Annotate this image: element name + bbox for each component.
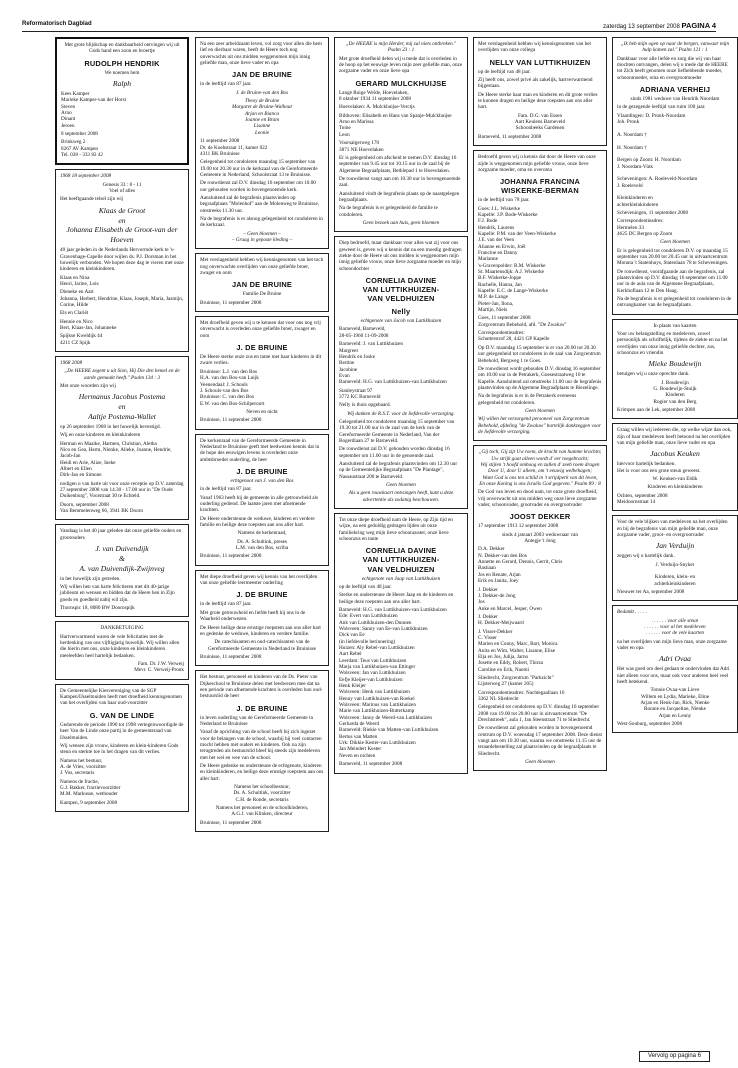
announcement-text: Geen bloemen xyxy=(525,407,555,414)
announcement-text: De God van leven en dood nam, tot onze grote droefheid, vrij onverwacht uit ons midden weg onze lieve zorgzame vader, schoonvader, grootvader en overgrootvader xyxy=(478,489,598,509)
announcement-c2 xyxy=(334,236,468,509)
announcement-text: J. de Bruine-van den Bos xyxy=(235,89,289,96)
announcement-text: Kampen, 9 september 2008 xyxy=(60,799,118,806)
announcement-e3 xyxy=(612,423,738,511)
announcement-text: Vandaag is het 40 jaar geleden dat onze geliefde ouders en grootouders xyxy=(60,528,182,541)
announcement-text: Wij en onze kinderen en kleinkinderen xyxy=(60,432,141,439)
announcement-text: nodigen u van harte uit voor onze receptie op D.V. zaterdag 27 september 2008 van 14.30 - 17.00 uur in "De Oude Duikenburg", Voorstraat 30 te Echteld. xyxy=(60,480,184,500)
announcement-text: op 26 september 1968 in het huwelijk bevestigd. xyxy=(60,423,161,430)
announcement-text: Familie De Bruine xyxy=(242,291,282,298)
announcement-text: Vlaardingen: D. Pronk-Noordam Joh. Pronk A. Noordam † H. Noordam † Bergen op Zoom: H. Noordam J. Noordam-Vink Scheveningen: A. Roeleveld-Noordam J. Roeleveld Kleinkinderen en achterkleinkinderen xyxy=(617,112,698,208)
announcement-text: Namens het personeel en de schoolkinderen, A.G.J. van Klinken, directeur xyxy=(215,805,309,818)
announcement-text: Wij wensen zijn vrouw, kinderen en klein-kinderen Gods steun en sterkte toe in het dragen van dit verlies. xyxy=(60,742,179,756)
announcement-text: Kees Kamper Marieke Kamper-van der Horst Steven Arno Dinant Jeroen xyxy=(61,90,127,129)
announcement-text: Met grote getrouwheid en liefde heeft hij ons in de Waarheid onderwezen. xyxy=(200,609,306,623)
column-5 xyxy=(612,37,738,1054)
person-name: Jacobus Keuken xyxy=(650,449,700,459)
continue-notice[interactable]: Vervolg op pagina 6 xyxy=(639,1051,710,1062)
announcement-text: Met grote blijdschap en dankbaarheid ontvingen wij uit Gods hand een zoon en broertje xyxy=(64,42,180,55)
announcement-text: in de leeftijd van 78 jaar. xyxy=(478,197,530,204)
deceased-name: JAN DE BRUINE xyxy=(231,280,293,290)
announcement-text: DANKBETUIGING xyxy=(100,625,144,632)
announcement-text: Bruinisse, 11 september 2008 xyxy=(200,819,262,826)
announcement-text: Geen bezoek aan huis, geen bloemen xyxy=(362,219,440,226)
announcement-text: In plaats van kaarten xyxy=(653,322,697,329)
deceased-name: Nelly xyxy=(391,307,411,317)
announcement-text: De rouwdienst zal D.V. dinsdag 16 september om 10.00 uur gehouden worden in bovengenoemde kerk. xyxy=(200,180,316,193)
announcement-text: 11 september 2008 Dr. de Koehstraat 11, kamer 022 4311 BK Bruinisse xyxy=(200,138,268,157)
announcement-text: Als u geen rouwkaart ontvangen heeft, kunt u deze advertentie als zodanig beschouwen. xyxy=(348,490,454,503)
announcement-a2 xyxy=(55,169,189,352)
announcement-text: Na een zeer arbeidzaam leven, vol zorg voor allen die hem lief en dierbaar waren, heeft de Heere toch nog onverwachts uit ons midden weggenomen mijn innig geliefde man, onze lieve vader en opa xyxy=(200,41,322,67)
announcement-e4 xyxy=(612,515,738,601)
announcement-text: Voor de vele blijken van medeleven na het overlijden en bij de begrafenis van mijn geliefde man, onze zorgzame vader, groot- en overgrootvader xyxy=(617,519,728,539)
announcement-text: Krimpen aan de Lek, september 2008 xyxy=(617,407,696,414)
announcement-a3 xyxy=(55,356,189,520)
announcement-text: Bruinisse, 11 september 2008 xyxy=(200,299,262,306)
announcement-text: Klaas en Nina Henri, Jarine, Lois xyxy=(60,274,99,287)
announcement-e2 xyxy=(612,319,738,420)
announcement-d2 xyxy=(473,150,607,441)
announcement-text: echtgenote van Jaap van Luttikhuizen xyxy=(361,575,441,582)
announcement-text: De Heere sterke haar man en kinderen en dit grote verlies te kunnen dragen en heilige deze roepsten aan ons aller hart. xyxy=(478,91,598,111)
announcement-text: in de gezegende leeftijd van ruim 100 jaar. xyxy=(617,104,706,111)
announcement-text: Gedurende de periode 1990 tot 1998 vertegenwoordigde de heer Van de Linde onze partij in de gemeenteraad van IJsselmuiden. xyxy=(60,721,184,741)
column-2 xyxy=(195,37,329,1054)
announcement-text: Goes, 11 september 2008 Zorgcentrum Bebehold, afd. "De Zwaluw" xyxy=(478,315,567,328)
announcement-text: Gelegenheid tot condoleren maandag 15 september van 19.30 tot 21.00 uur in de zaal van de kerk van de Gereformeerde Gemeente in Nederland, Van der Bogerdlaan 27 te Barneveld. xyxy=(339,418,455,444)
announcement-b2 xyxy=(195,253,329,312)
page-number: 4 xyxy=(711,21,716,30)
announcement-text: Na de begrafenis is er gelegenheid tot condoleren in de ontvangkamer van de begraafplaats. xyxy=(617,296,732,309)
announcement-text: „Gij toch, Gij zijt Uw roem, de kracht van humme krachtn; Uw strijk gaat alleen wordt d' eer toegebracht; Wij stijlen 't hoofd omhoog en zullen d' zeeh roem dragen Door U, door U alleen, om 't eeuwig welbehagen; Want God is ons ten schild in 't strijdperk van dit leven, En onze Koning is ons Israëls God gegeven." Psalm 89 : 8 xyxy=(478,449,602,487)
announcement-text: Bilthoven: Elisabeth en Hans van Spanje-Mulckhuijse Arno en Marissa Toine Leon xyxy=(339,112,452,138)
column-1 xyxy=(55,37,189,1054)
announcement-text: Dieneke en Aart Johanna, Herbert, Hendrine, Klaas, Joseph, Maria, Jasmijn, Corine, Hilde xyxy=(60,289,184,308)
announcement-text: Els en Clariët xyxy=(60,310,89,317)
deceased-name: CORNELIA DAVINE VAN LUTTIKHUIZEN- VAN VELDHUIZEN xyxy=(362,276,440,304)
announcement-text: Lange Ruige Weide, Hoevelaken, 8 oktober 1934 11 september 2008 xyxy=(339,89,411,103)
announcement-text: J. Visser-Dekker C. Visser Marien en Conny, Marc, Bart, Monica Anita en Wim, Walter, Lisanne, Elise Elja en Jos, Julija, Jarno Josette en Eddy, Robert, Thirza Caroline en Erik, Naomi xyxy=(478,628,558,673)
announcement-text: Namens het bestuur, A. de Vries, voorzitter J. Vos, secretaris xyxy=(60,757,107,777)
announcement-text: „De HEERE is mijn Herder, mij zal niets ontbreken." Psalm 23 : 1 xyxy=(345,41,457,54)
announcement-text: J. Dekker J. Dekker-de Jong Jos Anke en Marcel, Jesper, Owen xyxy=(478,586,542,612)
announcement-text: Thornspic 18, 8080 BW Doornspijk xyxy=(60,605,135,612)
announcement-text: hiervoor hartelijk bedanken. Het is voor ons een grote steun geweest. xyxy=(617,461,701,474)
announcement-text: Aansluitend vindt de begrafenis plaats op de naastgelegen begraafplaats. xyxy=(339,190,460,203)
announcement-text: D.A. Dekker N. Dekker-van den Bos Annette en Gerard, Dennis, Gerrit, Chris Bastiaan Jos en Renate, Arjan Erik en Janita, Joey xyxy=(478,546,563,585)
person-name: Klaas de Groot en Johanna Elisabeth de Groot-van der Hoeven xyxy=(66,205,178,245)
announcement-text: Met verslagenheid hebben wij kennisgenomen van het toch nog onverwachte overlijden van onze geliefde broer, zwager en oom xyxy=(200,257,324,276)
announcement-text: Wij danken de R.S.T. voor de liefdevolle verzorging. xyxy=(347,410,455,417)
announcement-text: Namens de fractie, G.J. Bakker, fractievoorzitter M.M. Markusse, wethouder xyxy=(60,778,121,798)
announcement-text: Op D.V. maandag 15 september is er van 20.00 tot 20.30 uur gelegenheid tot condoleren in de zaal van Zorgcentrum Bebehold, Bergweg 1 te Goes. xyxy=(478,344,601,364)
page-date: zaterdag 13 september 2008 xyxy=(603,24,680,30)
announcement-text: De Heere gedenke en ondersteune de echtgenote, kinderen en kleinkinderen, en heilige deze ernstige roepstem aan ons aller hart. xyxy=(200,763,324,782)
announcement-text: J. Verduijn-Snyker Kinderen, klein- en achterkleinkinderen xyxy=(654,561,696,587)
announcement-text: De kerkenraad van de Gereformeerde Gemeente in Nederland te Bruinisse geeft met leedwezen kennis dat in de hope des eeuwigen levens is overleden onze ambtsbroeder ouderling, de heer xyxy=(200,437,320,463)
deceased-name: ADRIANA VERHEIJ xyxy=(639,85,711,95)
announcement-text: Er is gelegenheid om afscheid te nemen D.V. dinsdag 16 september van 9.45 uur tot 10.15 uur in de zaal bij de Algemene Begraafplaats, Bethlepad 1 te Hoevelaken. xyxy=(339,154,457,174)
announcement-text: Theoy de Bruine Margaret de Bruine-Walhout Arjan en Bianca Joanne en Bram Lisanne Leonie xyxy=(232,98,292,136)
announcement-text: Barneveld, 11 september 2008 xyxy=(339,761,403,768)
announcement-text: Aansluitend zal de begrafenis plaatsvinden om 12.30 uur op de Gemeentelijke Begraafplaats "De Plantage", Nassaustraat 200 te Barneveld. xyxy=(339,461,458,480)
announcement-text: Nieuwer ter Aa, september 2008 xyxy=(617,588,685,595)
deceased-name: J. DE BRUINE xyxy=(236,343,288,353)
announcement-text: 8 september 2008 xyxy=(61,130,98,137)
announcement-text: Dankbaar voor alle liefde en zorg die wij van haar mochten ontvangen, delen wij u mede dat de HEERE tot Zich heeft genomen onze liefhebbende moeder, schoonmoeder, oma en overgrootmoeder xyxy=(617,55,728,81)
announcement-c1 xyxy=(334,37,468,232)
announcement-text: zeggen wij u hartelijk dank. xyxy=(617,553,675,560)
announcement-text: Vanaf de oprichting van de school heeft hij zich ingezet voor de belangen van de school, waarbij hij veel contacten mocht hebben met ouders en kinderen. Ook na zijn terugtreden als bestuurslid bleef hij steeds zijn medeleven met het wel en wee van de school. xyxy=(200,729,322,761)
announcement-text: J. Dekker H. Dekker-Meijwaard xyxy=(478,613,524,627)
announcement-text: Fam. D.G. van Essen Aart Keulens Barneveld Schoonbeeks Gardenen xyxy=(514,112,566,132)
announcement-text: Geen bloemen xyxy=(386,482,416,489)
announcement-text: Bruinisse, 11 september 2008 xyxy=(200,653,262,660)
announcement-b4 xyxy=(195,434,329,566)
announcement-text: Brinkweg 2 8267 AV Kampen Tel. 038 - 333 82 42 xyxy=(61,139,103,159)
deceased-name: RUDOLPH HENDRIK xyxy=(84,58,160,68)
announcement-text: De catechisanten en oud-catechisanten van de Gereformeerde Gemeente in Nederland te Bruinisse xyxy=(208,639,316,652)
deceased-name: J. DE BRUINE xyxy=(236,466,288,476)
announcement-b5 xyxy=(195,570,329,666)
column-3 xyxy=(334,37,468,1054)
announcement-b3 xyxy=(195,316,329,430)
announcement-text: Geen bloemen xyxy=(525,759,555,766)
announcement-text: Ochten, september 2008 Meidoornstraat 14 xyxy=(617,492,668,505)
person-name: Ralph xyxy=(112,79,132,89)
announcement-text: „De HEERE zegent u uit Sion, Hij Die den hemel en de aarde gemaakt heeft." Psalm 134 : 3 xyxy=(64,368,180,381)
announcement-text: Voorsalgerweg 170 3871 NE Hoevelaken xyxy=(339,140,384,153)
announcement-text: Aansluitend zal de begrafenis plaatsvinden op begraafplaats "Molenhof" aan de Molenweg te Bruinisse, omstreeks 11.30 uur. xyxy=(200,194,320,214)
announcement-text: Ds. A. Schultink, preses L.M. van den Bos, scriba xyxy=(235,538,289,552)
person-name: Mieke Boudewijn xyxy=(648,359,702,369)
announcement-a5 xyxy=(55,621,189,679)
announcement-e5 xyxy=(612,605,738,733)
announcement-text: . . . . . . voor alle steun . . . . . . voor al het medeleven . . . . . . voor de vele kaarten xyxy=(644,617,706,637)
announcement-text: Er is gelegenheid tot condoleren D.V. op maandag 15 september van 20.00 tot 20.45 uur in uitvaartcentrum Monuta 't Statenhuys, Statenlaan 78 te Scheveningen. xyxy=(617,247,729,267)
announcement-text: Correspondentieadres: Schutterstrof 28, 4421 GP Kapelle xyxy=(478,330,550,343)
announcement-text: na het overlijden van mijn lieve man, onze zorgzame vader en opa xyxy=(617,638,727,652)
announcement-text: Genesis 33 : 8 - 11 Voel of alles xyxy=(102,181,142,195)
announcement-text: Wij willen het verzorgend personeel van Zorgcentrum Bebehold, afdeling "de Zwaluw" hartelijk dankzeggen voor de liefdevolle verzorging. xyxy=(478,416,601,435)
announcement-text: in de leeftijd van 87 jaar. xyxy=(200,81,252,88)
deceased-name: G. VAN DE LINDE xyxy=(89,710,155,720)
announcement-a4 xyxy=(55,524,189,617)
announcement-text: Tonnie Ovaa-van Lieve Willem en Lydia, Marieke, Eline Arjan en Henk-Jan, Rick, Nienke Ronnie en Jacqueline, Nienke Arjan en Lenny xyxy=(640,687,710,719)
announcement-c3 xyxy=(334,513,468,773)
announcement-text: Barneveld, Barneveld, 28-05-1960 11-09-2008 xyxy=(339,326,389,339)
deceased-name: J. DE BRUINE xyxy=(236,703,288,713)
announcement-text: Met droefheid geven wij u te kennen dat voor ons nog vrij onverwacht is overleden onze geliefde broer, zwager en oom xyxy=(200,320,321,339)
announcement-text: J. Boudewijn G. Boudewijn-Stuijk Kinderen Rogier van den Berg xyxy=(653,379,697,405)
announcement-text: Vanaf 1963 heeft hij de gemeente in alle getrouwheid als ouderling gediend. De laatste jaren met afnemende krachten. xyxy=(200,494,318,514)
announcement-text: Spijkse Kweldijk 44 4211 CZ Spijk xyxy=(60,333,103,346)
announcement-text: in de leeftijd van 87 jaar. xyxy=(200,601,252,608)
announcement-text: Barneveld, 11 september 2008 xyxy=(478,133,542,140)
announcement-a1 xyxy=(55,37,189,165)
announcement-text: De Heere ondersteune de weduwe, kinderen en verdere familie en heilige deze roepsten aan ons aller hart. xyxy=(200,515,315,529)
announcement-text: 17 september 1913 12 september 2008 xyxy=(478,523,559,530)
announcement-text: „Ik heb mijn ogen op naar de bergen, vanwaar mijn hulp komen zal." Psalm 121 : 1 xyxy=(620,41,730,54)
newspaper-name: Reformatorisch Dagblad xyxy=(22,21,92,27)
announcement-text: De rouwdienst, voorafgaande aan de begrafenis, zal plaatsvinden op D.V. dinsdag 16 september om 11.00 uur in de aula van de Algemene Begraafplaats, Kerkhoflaan 12 te Den Haag. xyxy=(617,268,728,294)
announcement-text: West-Souburg, september 2008 xyxy=(617,720,683,727)
announcement-text: Het heeftgaande telsel zijn wij xyxy=(60,196,124,203)
announcement-text: Geen bloemen xyxy=(660,239,690,246)
announcement-text: 40 jaar geleden in de Nederlands Hervormde kerk te 's-Gravenhage-Capelle door wijlen ds. P.J. Dorsman in het huwelijk verbonden. We hopen deze dag te vieren met onze kinderen en kleinkinderen. xyxy=(60,247,184,273)
announcement-text: Voor uw belangstelling en medeleven, zowel persoonlijk als schriftelijk, tijdens de ziekte en na het overlijden van onze innig geliefde dochter, zus, schoonzus en vriendin xyxy=(617,331,728,357)
announcement-text: Sliedrecht, Zorgcentrum "Parkzicht" Lijsterweg 27 (kamer 205) xyxy=(478,674,554,688)
announcement-text: Bedankt . . . . . xyxy=(617,609,647,616)
deceased-name: GERARD MULCKHUIJSE xyxy=(355,78,447,88)
announcement-text: Zij heeft ons, zowel privé als zakelijk, hartverwarmend bijgestaan. xyxy=(478,77,593,90)
announcement-text: Gelegenheid tot condoleren maandag 15 september van 19.00 tot 20.30 uur in de kerkzaal van de Gereformeerde Gemeente in Nederland, Schoolstraat 13 te Bruinisse. xyxy=(200,159,318,178)
announcement-text: Na de begrafenis is er in de Petrakerk eveneens gelegenheid tot condoleren. xyxy=(478,393,577,406)
page-date-number xyxy=(603,21,716,31)
announcement-text: Het was goed om deel gedaan te ondervinden dat Adri niet alleen voor ons, maar ook voor anderen heel veel heeft betekend. xyxy=(617,666,730,685)
announcement-text: betuigen wij u onze oprechte dank. xyxy=(617,371,690,378)
announcement-text: W. Keuken-van Eldik xyxy=(652,475,698,482)
announcement-text: echtgenote van Jacob van Luttikhuizen xyxy=(360,318,442,325)
announcement-text: Bruinisse: L.J. van den Bos H.A. van den Bos-van Luijk Veenendaal: J. Schouls J. Schouls-van den Bos Bruinisse: C. van den Bos E.W. van den Bos-Schilperoort xyxy=(200,368,265,407)
person-name: Adri Ovaa xyxy=(659,654,691,664)
announcement-text: Na de begrafenis is er alsnog gelegenheid tot condoleren in de kerkzaal. xyxy=(200,215,323,229)
announcement-text: Met grote droefheid delen wij u mede dat is overleden in de hoop op het eeuwige leven mijn zeer geliefde man, onze zorgzame vader en onze lieve opa xyxy=(339,55,463,75)
announcement-text: Kinderen en kleinkinderen xyxy=(647,484,703,491)
announcement-text: Scheveningen, 11 september 2008 xyxy=(617,209,688,216)
announcement-e1 xyxy=(612,37,738,315)
person-name: Jan Verduijn xyxy=(655,541,695,551)
announcement-text: De rouwdienst wordt gehouden D.V. dinsdag 16 september om 10.00 uur in de Petrakerk, Goesestraatweg 10 te Kapelle. Aansluitend zal omstreeks 11.00 uur de begrafenis plaatsvinden op de Algemene Begraafplaats te Biezelinge. xyxy=(478,365,602,391)
announcement-text: in leven ouderling van de Gereformeerde Gemeente in Nederland te Bruinisse xyxy=(200,714,314,727)
page-label: PAGINA xyxy=(681,21,711,30)
announcement-text: Namens het schoolbestuur, Ds. A. Schultink, voorzitter C.H. de Ronde, secretaris xyxy=(233,784,291,803)
announcement-text: Bedroefd geven wij u kennis dat door de Heere van onze zijde is weggenomen mijn geliefde vrouw, onze lieve zorgzame moeder, oma en overoma xyxy=(478,154,596,173)
announcement-b1 xyxy=(195,37,329,249)
announcement-text: Goes: J.L. Wiskerke Kapelle: J.P. Bode-Wiskerke F.J. Bode Hendrik, Laurens Kapelle: P.M. van der Veen-Wiskerke J.E. van der Veen Alianne en Erwin, Joël Francine en Danny Marianne 's-Gravenpolder: B.M. Wiskerke St. Maartensdijk: A.J. Wiskerke B.F. Wiskerke-Joppe Rachelle, Hanna, Jan Kapelle: E.C. de Lange-Wiskerke M.P. de Lange Pieter-Jan, Ilona, Martijn, Niels xyxy=(478,205,557,314)
announcement-text: Fam. Dr. J.W. Verweij Mevr. C. Verweij-Pronk xyxy=(134,661,184,674)
announcement-text: De Gemeentelijke Kiesvereniging van de SGP Kampen/IJsselmuiden heeft met droefheid kennisgenomen van het overlijden van haar oud-voorzitter xyxy=(60,687,182,707)
announcement-text: Stanleystraat 97 3772 KC Barneveld xyxy=(339,387,381,400)
announcement-b6 xyxy=(195,670,329,832)
announcement-text: De rouwdienst vangt aan om 10.30 uur in bovengenoemde zaal. xyxy=(339,175,461,189)
announcement-text: De Heere sterke onze zus en tante met haar kinderen in dit zware verlies. xyxy=(200,354,322,367)
announcement-text: Correspondentieadres: Nachtegaallaan 16 3362 NL Sliedrecht xyxy=(478,689,565,702)
announcement-text: We noemen hem xyxy=(104,69,140,76)
announcement-text: Bruinisse, 11 september 2008 xyxy=(200,553,262,560)
announcement-text: – Geen bloemen – – Graag in gepaste kleding – xyxy=(231,230,293,243)
announcement-text: Graag willen wij iedereen die, op welke wijze dan ook, zijn of haar medeleven heeft betoond na het overlijden van mijn geliefde man, onze lieve vader en opa xyxy=(617,427,732,447)
announcement-a6 xyxy=(55,684,189,812)
announcement-text: Correspondentieadres: Hermelen 33 4625 DC Bergen op Zoom xyxy=(617,218,673,237)
announcement-text: Hoevelaken: A. Mulckhuijse-Verctjs xyxy=(339,104,415,111)
announcement-text: in de leeftijd van 87 jaar. xyxy=(200,486,252,493)
announcement-text: De rouwdienst zal gehouden worden in bovengenoemd centrum op D.V. woensdag 17 september 2008. Deze dienst vangt aan om 10.30 uur, waarna we omstreeks 11.15 uur de teraardebestelling zal plaatsvinden op de begraafplaats te Sliedrecht. xyxy=(478,725,602,757)
deceased-name: J. DE BRUINE xyxy=(236,590,288,600)
announcement-text: Diep bedroefd, maar dankbaar voor alles wat zij voor ons geweest is, geven wij u kennis dat na een moedig gedragen ziekte door de Heere uit ons midden is weggenomen mijn innig geliefde vrouw, onze lieve zorgzame moeder en mijn schoondochter xyxy=(339,240,462,272)
announcement-text: Doorn, september 2008 Van Bemmelenweg 66, 3941 BK Doorn xyxy=(60,501,143,515)
announcement-text: Wij willen hen van harte feliciteren met dit 40-jarige jubileum en wensen en bidden dat de Heere hen in Zijn goeds en goedheid nabij wil zijn. xyxy=(60,584,175,603)
person-name: Hermanus Jacobus Postema en Aaltje Postema-Wallet xyxy=(78,392,166,422)
announcement-text: Barneveld: H.G. van Luttikhuizen-van Luttikhuizen Ede: Evert van Luttikhuizen Ank van Luttikhuizen-den Dunnen Wolsveen: Sanny van Ee-van Luttikhuizen Dick van Ee (in liefdevolle herinnering) Huizen: Aly Rebel-van Luttikhuizen Aart Rebel Leerdam: Teus van Luttikhuizen Marja van Luttikhuizen-van Ettinger Wolsveen: Jan van Luttikhuizen Eefje Kleijer-van Luttikhuizen Henk Kleijer Wolsveen: Henk van Luttikhuizen Henny van Luttikhuizen-van Roekel Wolsveen: Marinus van Luttikhuizen Marie van Luttikhuizen-Butterkamp Wolsveen: Janny de Weerd-van Luttikhuizen Gerharda de Weerd Barneveld: Riekie van Matten-van Luttikhuizen Bertus van Matten Urk: Dikkie Kester-van Luttikhuizen Jan Meindert Kester Neven en nichten xyxy=(339,606,447,759)
announcement-text: 1968 18 september 2008 xyxy=(60,173,112,180)
announcement-text: Het bestuur, personeel en kinderen van de Ds. Pieter van Dijkeschool te Bruinisse delen met leedwezen mee dat na een periode van afnemende krachten is overleden hun oud-bestuurslid de heer xyxy=(200,674,323,700)
announcement-text: in het huwelijk zijn getreden. xyxy=(60,575,121,582)
announcement-text: Met verslagenheid hebben wij kennisgenomen van het overlijden van onze collega xyxy=(478,41,591,54)
announcement-text: De Heere heilige deze ernstige roepstem aan ons aller hart en gedenke de weduwe, kinderen en verdere familie. xyxy=(200,624,321,637)
announcement-text: Na de begrafenis is er gelegenheid de familie te condoleren. xyxy=(339,205,438,218)
announcement-text: op de leeftijd van 48 jaar. xyxy=(339,583,392,590)
announcement-text: Met diepe droefheid geven wij kennis van het overlijden van onze geliefde leermeester ouderling xyxy=(200,573,318,587)
announcement-text: Gelegenheid tot condoleren op D.V. dinsdag 16 september 2008 van 19.00 tot 20.00 uur in uitvaartcentrum "De Drechtstreek", aula 1, Jan Steenstraat 71 te Sliedrecht. xyxy=(478,704,600,724)
deceased-name: JOOST DEKKER xyxy=(509,512,571,522)
announcement-text: De rouwdienst zal D.V. gehouden worden dinsdag 16 september om 11.00 uur in de genoemde zaal. xyxy=(339,446,450,459)
announcement-text: 1968 2008 xyxy=(60,359,83,366)
page-header xyxy=(22,20,716,32)
deceased-name: CORNELIA DAVINE VAN LUTTIKHUIZEN- VAN VELDHUIZEN xyxy=(362,546,440,574)
announcement-text: Neven en nicht xyxy=(246,408,278,415)
announcement-text: Met onze woorden zijn wij xyxy=(60,383,116,390)
deceased-name: NELLY VAN LUTTIKHUIZEN xyxy=(489,57,591,67)
announcement-text: echtgenoot van J. van den Bos xyxy=(230,477,294,484)
announcement-d1 xyxy=(473,37,607,146)
announcement-text: sinds 1981 weduwe van Hendrik Noordam xyxy=(630,96,720,103)
announcement-text: Namens de kerkenraad, xyxy=(237,530,287,537)
announcement-text: Tot onze diepe droefheid nam de Heere, op Zijn tijd en wijze, na een geduldig gedragen lijden uit onze familiekring weg mijn lieve schoonzuster, onze lieve schoonzus en tante xyxy=(339,517,453,543)
announcement-text: op de leeftijd van 48 jaar. xyxy=(478,68,531,75)
announcement-text: Bruinisse, 11 september 2008 xyxy=(200,417,262,424)
column-4 xyxy=(473,37,607,1054)
announcement-text: Barneveld: J. van Luttikhuizen Margreet Hendrik en Joske Bertine Jacobine Evan Barneveld: H.G. van Luttikhuizen-van Luttikhuizen xyxy=(339,341,447,386)
announcement-d3 xyxy=(473,445,607,771)
deceased-name: JAN DE BRUINE xyxy=(231,70,293,80)
announcement-text: Hennie en Nico Bert, Klaas-Jan, Johanneke xyxy=(60,318,117,331)
announcement-text: Herman en Maaike, Harmen, Christian, Aletha Nico en Gea, Harm, Nienke, Alieke, Joanne, Hendrie, Jacob-Jan Heidi en Arie, Alize, Ineke Albert en Ellen Dirk-Jan en Simone xyxy=(60,440,172,479)
announcement-text: Hartverwarmend waren de vele felicitaties met de herdenking van ons vijftigjarig huwelijk. Wij willen allen die hierin met ons, onze kinderen en kleinkinderen meeleefden heel hartelijk bedanken. xyxy=(60,633,180,659)
deceased-name: JOHANNA FRANCINA WISKERKE-BERMAN xyxy=(499,177,581,196)
announcement-text: Nelly is thuis opgebaard. xyxy=(339,402,391,409)
announcement-text: Sterke en ondersteune de Heere Jaap en de kinderen en heilige deze roepsten aan ons aller hart. xyxy=(339,592,454,605)
person-name: J. van Duivendijk & A. van Duivendijk-Zwijnveg xyxy=(79,544,165,573)
announcement-text: sinds 4 januari 2003 weduwnaar van Antegje 't Jong xyxy=(502,531,578,545)
